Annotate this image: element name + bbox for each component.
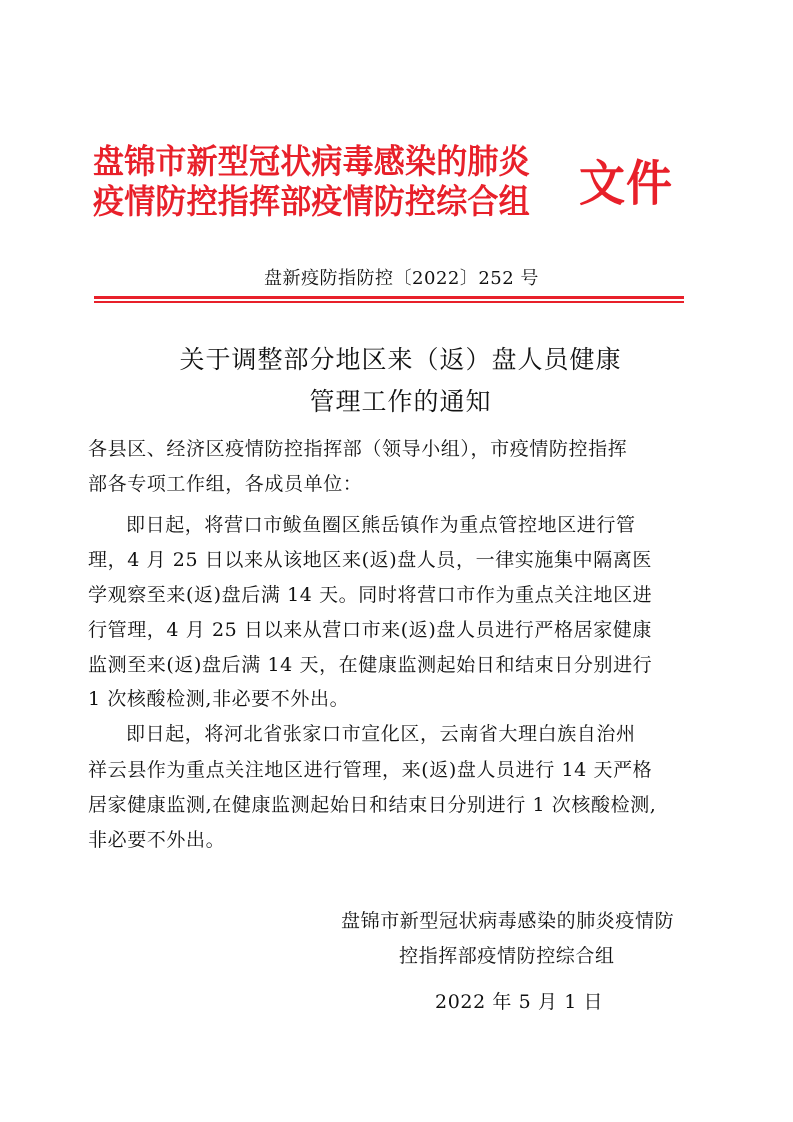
- masthead-suffix: 文件: [579, 154, 673, 212]
- salutation-line-1: 各县区、经济区疫情防控指挥部（领导小组），市疫情防控指挥: [88, 438, 628, 460]
- paragraph-1-line-5: 监测至来(返)盘后满 14 天，在健康监测起始日和结束日分别进行: [88, 654, 653, 676]
- masthead-line-1: 盘锦市新型冠状病毒感染的肺炎: [93, 142, 530, 182]
- paragraph-2-line-4: 非必要不外出。: [88, 829, 226, 851]
- signature-date: 2022 年 5 月 1 日: [435, 991, 604, 1013]
- paragraph-1-line-2: 理，4 月 25 日以来从该地区来(返)盘人员，一律实施集中隔离医: [88, 549, 653, 571]
- red-divider-thick: [94, 296, 684, 299]
- salutation-line-2: 部各专项工作组，各成员单位：: [88, 473, 363, 495]
- paragraph-2-line-3: 居家健康监测,在健康监测起始日和结束日分别进行 1 次核酸检测,: [88, 794, 657, 816]
- document-title-line-2: 管理工作的通知: [309, 387, 492, 416]
- masthead-line-2: 疫情防控指挥部疫情防控综合组: [93, 182, 530, 222]
- red-divider-thin: [94, 301, 684, 303]
- paragraph-2-line-2: 祥云县作为重点关注地区进行管理，来(返)盘人员进行 14 天严格: [88, 759, 653, 781]
- paragraph-1-line-6: 1 次核酸检测,非必要不外出。: [88, 688, 350, 710]
- paragraph-1-line-3: 学观察至来(返)盘后满 14 天。同时将营口市作为重点关注地区进: [88, 584, 653, 606]
- paragraph-1-line-4: 行管理，4 月 25 日以来从营口市来(返)盘人员进行严格居家健康: [88, 619, 653, 641]
- paragraph-1-line-1: 即日起，将营口市鲅鱼圈区熊岳镇作为重点管控地区进行管: [126, 514, 636, 536]
- document-title-line-1: 关于调整部分地区来（返）盘人员健康: [179, 345, 622, 374]
- masthead: [93, 142, 673, 226]
- signature-org-line-2: 控指挥部疫情防控综合组: [399, 945, 615, 967]
- signature-org-line-1: 盘锦市新型冠状病毒感染的肺炎疫情防: [341, 910, 675, 932]
- paragraph-2-line-1: 即日起，将河北省张家口市宣化区，云南省大理白族自治州: [126, 723, 636, 745]
- document-number: 盘新疫防指防控〔2022〕252 号: [264, 268, 539, 289]
